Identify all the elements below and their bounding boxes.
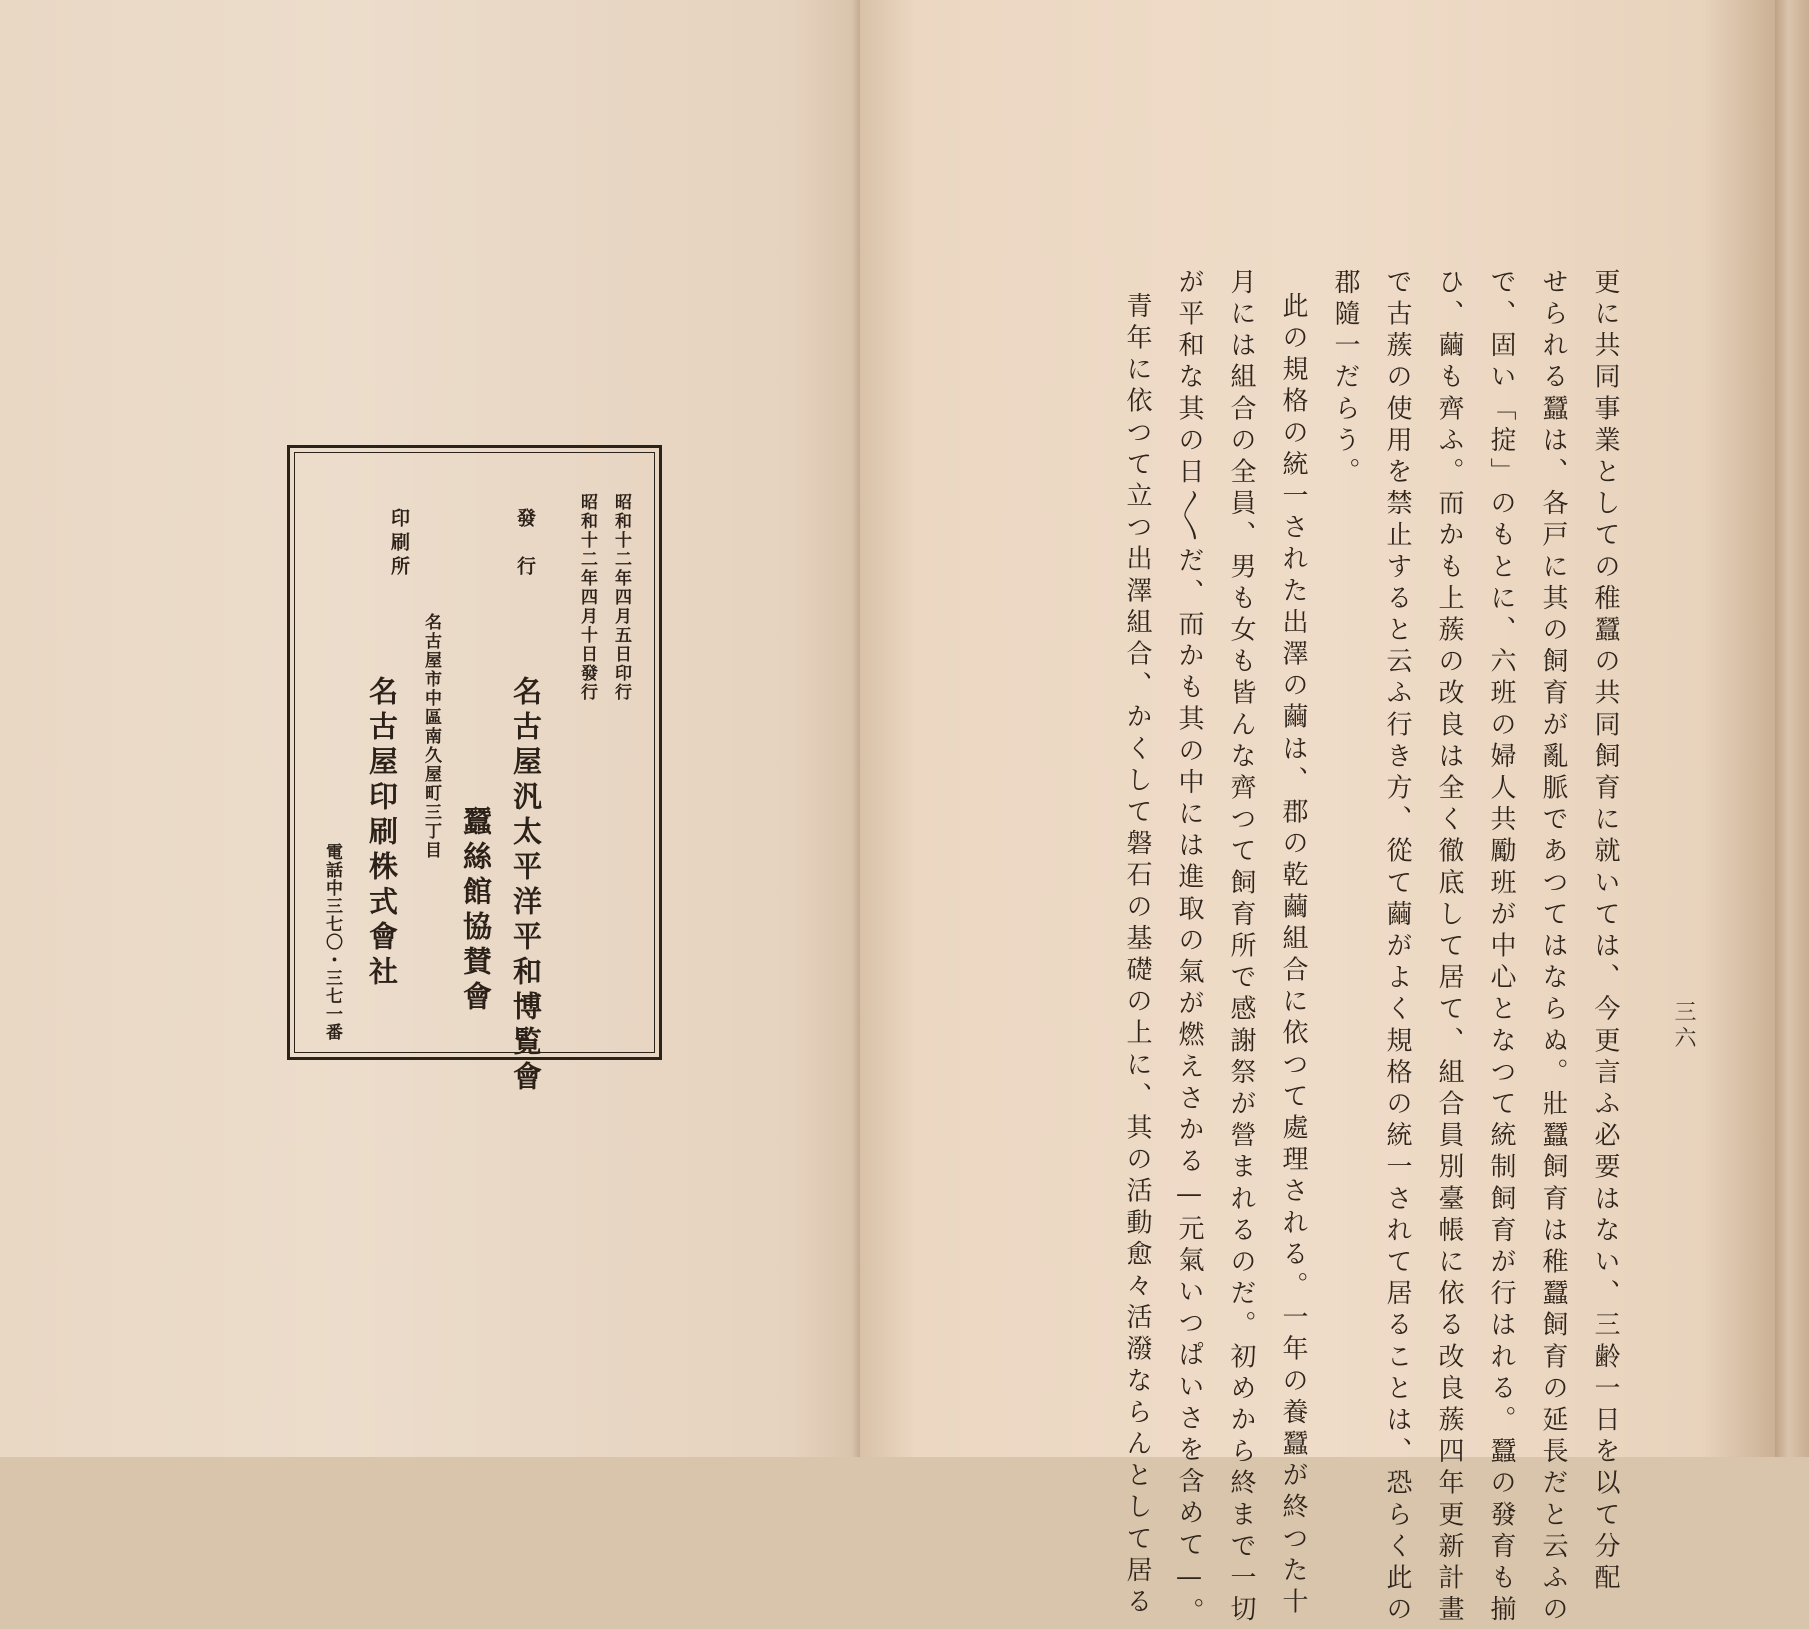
printer-address: 名古屋市中區南久屋町三丁目 [421,613,441,860]
printer-label: 印刷所 [388,508,410,580]
body-line-7: 此の規格の統一された出澤の繭は、郡の乾繭組合に依つて處理される。一年の養蠶が終つた十 [1278,292,1308,1620]
issuer-label: 發 行 [514,508,536,580]
body-line-10: 青年に依つて立つ出澤組合、かくして磐石の基礎の上に、其の活動愈々活潑ならんとして居る [1122,292,1152,1620]
body-line-3: で、固い「掟」のもとに、六班の婦人共勵班が中心となつて統制飼育が行はれる。蠶の發育も揃 [1486,268,1516,1627]
printed-date: 昭和十二年四月五日印行 [611,493,631,702]
printer-name: 名古屋印刷株式會社 [365,676,399,991]
body-line-9: が平和な其の日〳〵だ、而かも其の中には進取の氣が燃えさかる—元氣いつぱいさを含めて—。 [1174,268,1204,1629]
body-line-5: で古蔟の使用を禁止すると云ふ行き方、從て繭がよく規格の統一されて居ることは、恐らく此の [1382,268,1412,1627]
page-number: 三六 [1671,1000,1696,1052]
issued-date: 昭和十二年四月十日發行 [577,493,597,702]
body-line-4: ひ、繭も齊ふ。而かも上蔟の改良は全く徹底して居て、組合員別臺帳に依る改良蔟四年更新計畫 [1434,268,1464,1627]
printer-phone: 電話中三七〇・三七一番 [322,843,342,1041]
body-line-2: せられる蠶は、各戸に其の飼育が亂脈であつてはならぬ。壯蠶飼育は稚蠶飼育の延長だと云ふの [1538,268,1568,1627]
page-edge [1775,0,1809,1457]
left-page [0,0,860,1457]
body-line-8: 月には組合の全員、男も女も皆んな齊つて飼育所で感謝祭が營まれるのだ。初めから終まで一切 [1226,268,1256,1627]
issuer-sub: 蠶絲館協賛會 [459,806,493,1016]
body-line-1: 更に共同事業としての稚蠶の共同飼育に就いては、今更言ふ必要はない、三齢一日を以て分配 [1590,268,1620,1596]
right-page [860,0,1775,1457]
body-line-6: 郡隨一だらう。 [1330,268,1360,490]
issuer-name: 名古屋汎太平洋平和博覧會 [509,676,543,1096]
colophon-box [287,445,662,1096]
